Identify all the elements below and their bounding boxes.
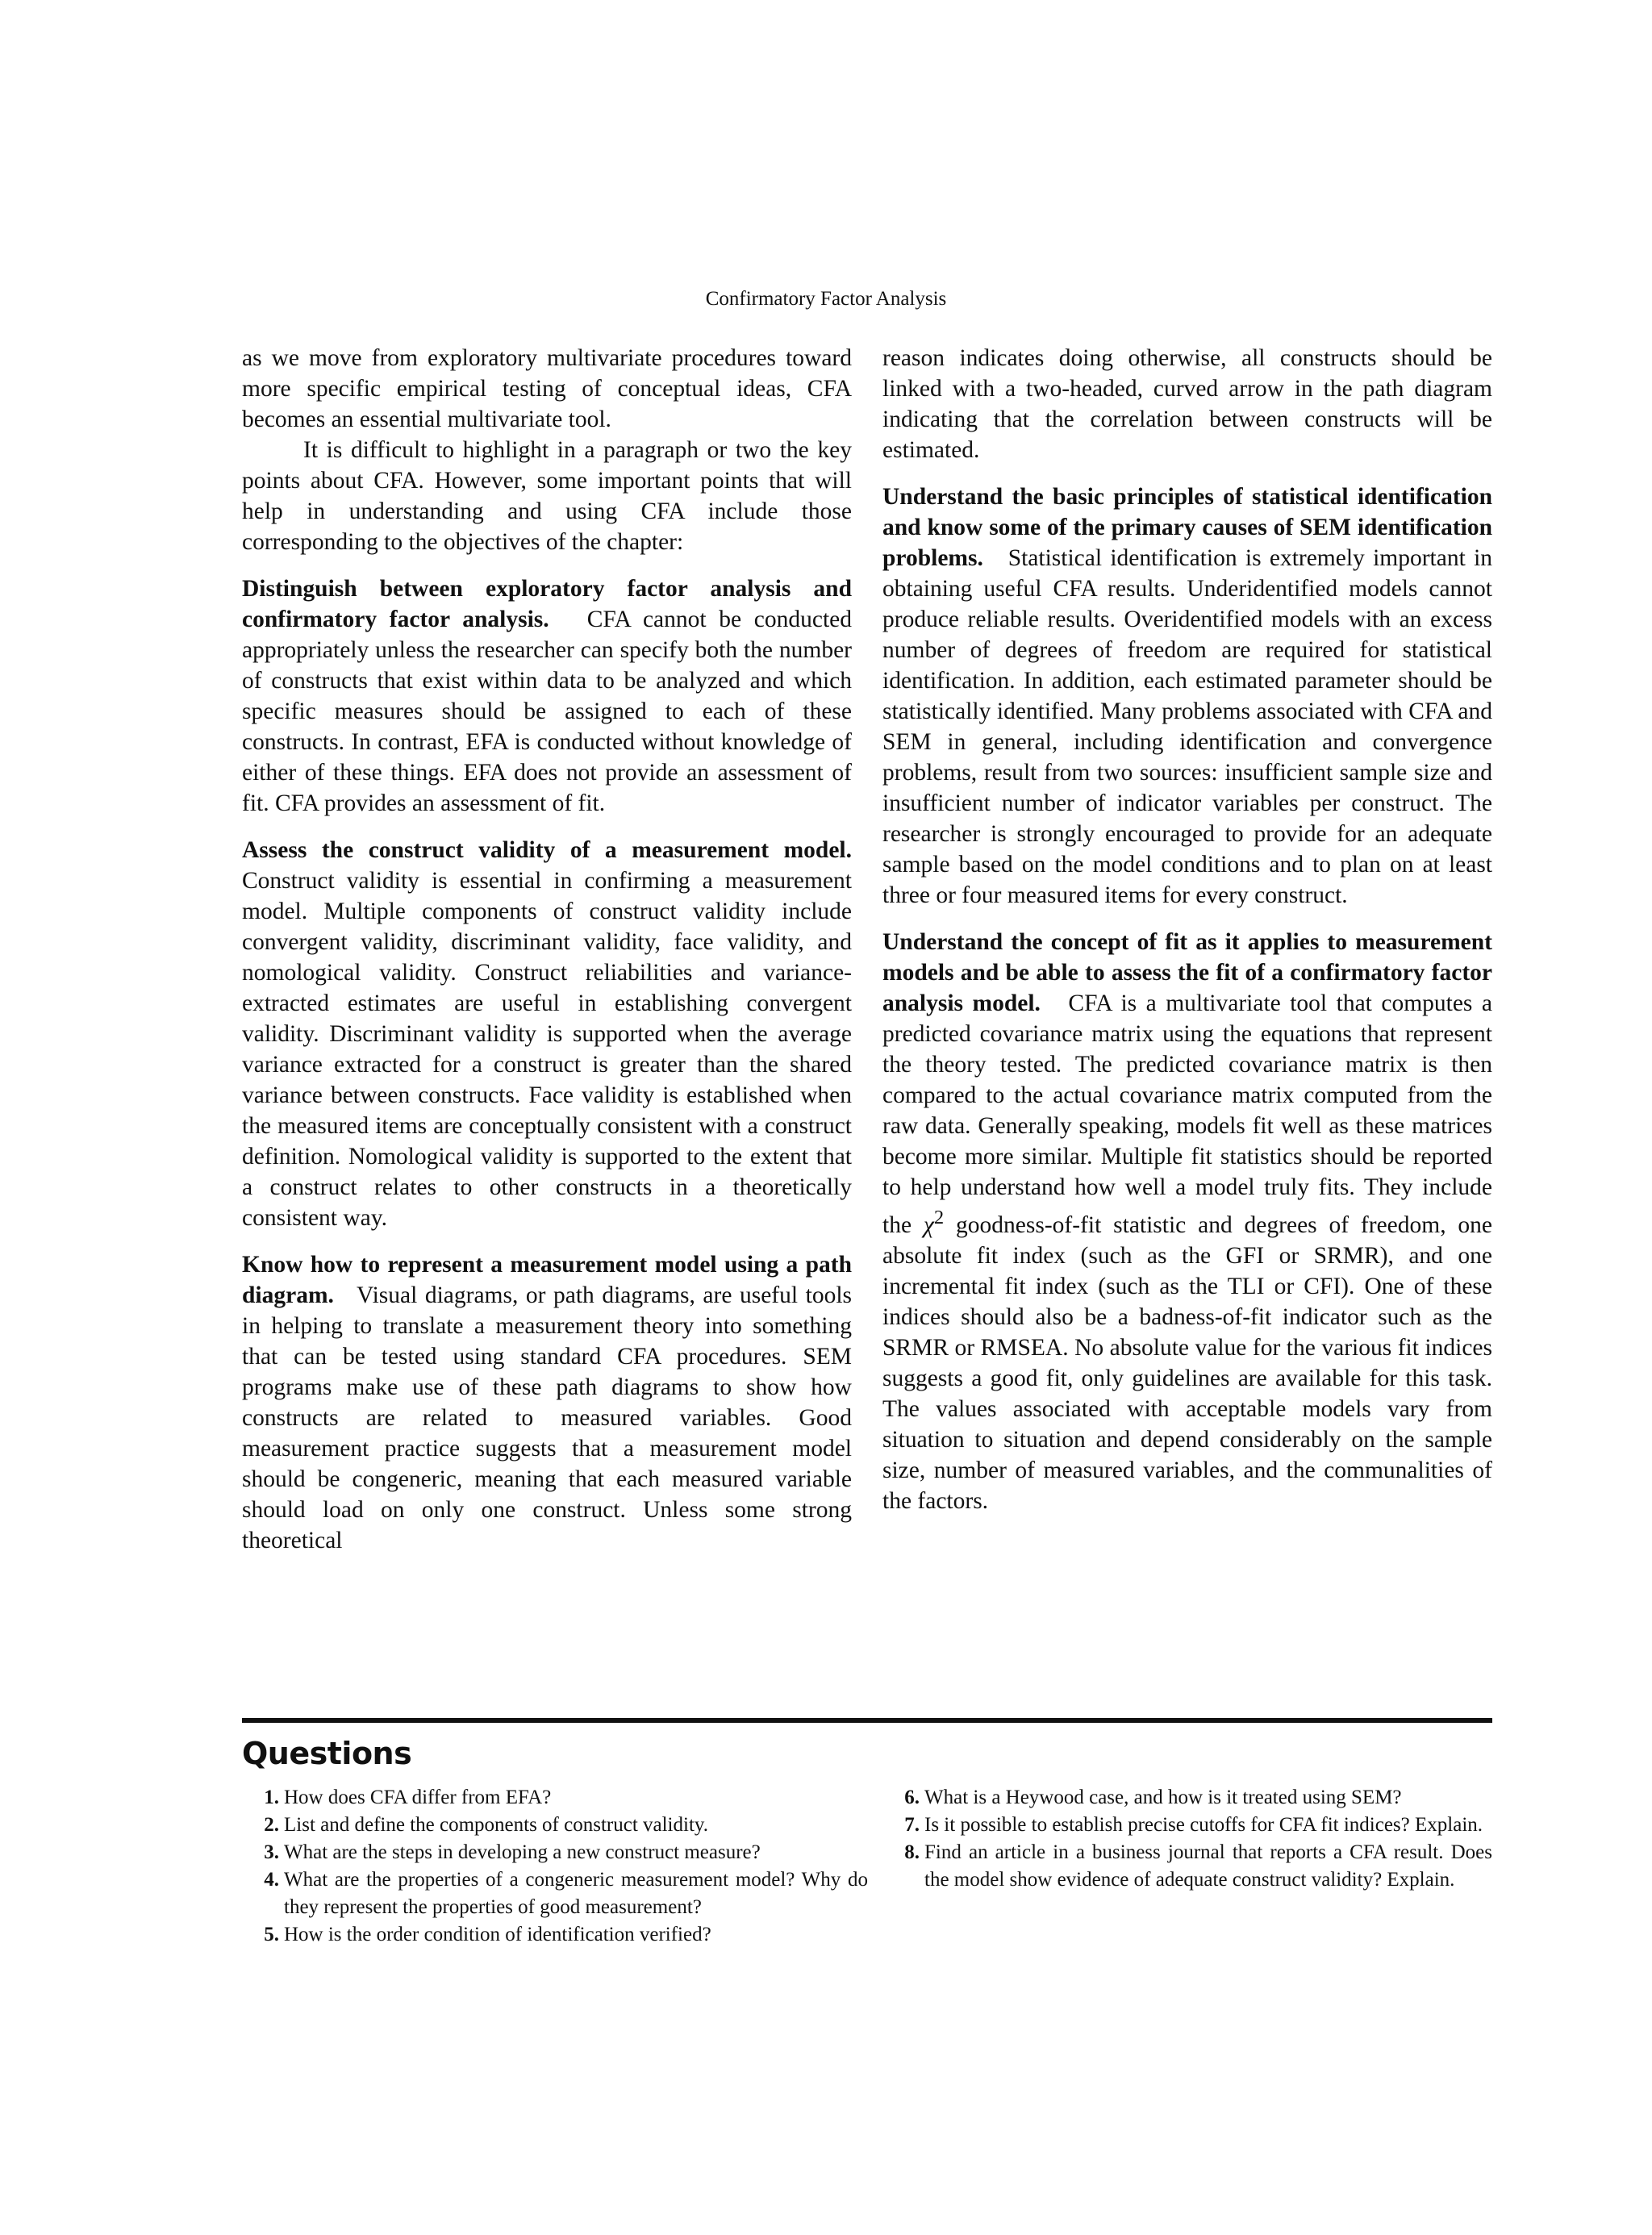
- summary-section: [242, 835, 852, 1233]
- question-number: 4 .: [247, 1866, 279, 1894]
- paragraph: as we move from exploratory multivariate procedures toward more specific empirical testing of conceptual ideas, CFA becomes an essential multivariate tool.: [242, 345, 852, 432]
- question-number: 1 .: [247, 1784, 279, 1812]
- section-body: Construct validity is essential in confirming a measurement model. Multiple components of construct validity include convergent validity, discriminant validity, face validity, and nomological validity. Construct reliabilities and variance-extracted estimates are useful in establishing convergent validity. Discriminant validity is supported when the average variance extracted for a construct is greater than the shared variance between constructs. Face validity is established when the measured items are conceptually consistent with a construct definition. Nomological validity is supported to the extent that a construct relates to other constructs in a theoretically consistent way.: [242, 868, 852, 1231]
- question-item: [247, 1839, 868, 1866]
- question-text: Find an article in a business journal that reports a CFA result. Does the model show evidence of adequate construct validity? Explain.: [924, 1841, 1492, 1891]
- question-item: [887, 1784, 1492, 1812]
- paragraph: reason indicates doing otherwise, all constructs should be linked with a two-headed, curved arrow in the path diagram indicating that the correlation between constructs will be estimated.: [882, 345, 1492, 463]
- section-body: Visual diagrams, or path diagrams, are useful tools in helping to translate a measurement theory into something that can be tested using standard CFA procedures. SEM programs make use of these path diagrams to show how constructs are related to measured variables. Good measurement practice suggests that a measurement model should be congeneric, meaning that each measured variable should load on only one construct. Unless some strong theoretical: [242, 1282, 852, 1553]
- section-heading: Assess the construct validity of a measurement model.: [242, 837, 852, 863]
- questions-list-right: [887, 1784, 1492, 1894]
- question-number: 6 .: [887, 1784, 920, 1812]
- section-divider: [242, 1718, 1492, 1723]
- summary-section: [242, 1249, 852, 1556]
- running-head: Confirmatory Factor Analysis: [705, 288, 947, 310]
- question-text: How does CFA differ from EFA?: [284, 1787, 552, 1808]
- questions-title: Questions: [242, 1736, 412, 1771]
- left-column: [242, 343, 852, 1556]
- chi-symbol: χ: [923, 1211, 934, 1238]
- question-item: [247, 1866, 868, 1921]
- section-heading: Distinguish between exploratory factor analysis and confirmatory factor analysis.: [242, 576, 852, 632]
- summary-section: [882, 482, 1492, 911]
- question-number: 5 .: [247, 1921, 279, 1949]
- question-number: 7 .: [887, 1812, 920, 1839]
- paragraph: It is difficult to highlight in a paragraph or two the key points about CFA. However, some important points that will help in understanding and using CFA include those corresponding to the objectives of the chapter:: [242, 437, 852, 555]
- section-heading: Understand the concept of fit as it applies to measurement models and be able to assess the fit of a confirmatory factor analysis model.: [882, 929, 1492, 1016]
- summary-section: [882, 927, 1492, 1516]
- question-item: [887, 1812, 1492, 1839]
- question-text: What are the properties of a congeneric measurement model? Why do they represent the properties of good measurement?: [284, 1869, 868, 1918]
- section-heading: Understand the basic principles of statistical identification and know some of the primary causes of SEM identification problems.: [882, 484, 1492, 571]
- question-number: 2 .: [247, 1812, 279, 1839]
- question-number: 8 .: [887, 1839, 920, 1866]
- question-text: What are the steps in developing a new construct measure?: [284, 1841, 761, 1863]
- section-body: CFA cannot be conducted appropriately unless the researcher can specify both the number of constructs that exist within data to be analyzed and which specific measures should be assigned to each of these constructs. In contrast, EFA is conducted without knowledge of either of these things. EFA does not provide an assessment of fit. CFA provides an assessment of fit.: [242, 607, 853, 816]
- superscript: 2: [933, 1207, 945, 1228]
- question-item: [247, 1784, 868, 1812]
- question-item: [887, 1839, 1492, 1894]
- question-number: 3 .: [247, 1839, 279, 1866]
- right-column: [882, 343, 1492, 1516]
- question-item: [247, 1812, 868, 1839]
- question-text: What is a Heywood case, and how is it treated using SEM?: [924, 1787, 1402, 1808]
- section-heading: Know how to represent a measurement model using a path diagram.: [242, 1252, 852, 1308]
- section-body: CFA is a multivariate tool that computes a predicted covariance matrix using the equations that represent the theory tested. The predicted covariance matrix is then compared to the actual covariance matrix computed from the raw data. Generally speaking, models fit well as these matrices become more similar. Multiple fit statistics should be reported to help understand how well a model truly fits. They include the: [882, 990, 1493, 1238]
- section-body: Statistical identification is extremely important in obtaining useful CFA results. Underidentified models cannot produce reliable results. Overidentified models with an excess number of degrees of freedom are required for statistical identification. In addition, each estimated parameter should be statistically identified. Many problems associated with CFA and SEM in general, including identification and convergence problems, result from two sources: insufficient sample size and insufficient number of indicator variables per construct. The researcher is strongly encouraged to provide for an adequate sample based on the model conditions and to plan on at least three or four measured items for every construct.: [882, 545, 1493, 908]
- section-body: goodness-of-fit statistic and degrees of freedom, one absolute fit index (such as the GFI or SRMR), and one incremental fit index (such as the TLI or CFI). One of these indices should also be a badness-of-fit indicator such as the SRMR or RMSEA. No absolute value for the various fit indices suggests a good fit, only guidelines are available for this task. The values associated with acceptable models vary from situation to situation and depend considerably on the sample size, number of measured variables, and the communalities of the factors.: [882, 1211, 1493, 1514]
- question-text: How is the order condition of identification verified?: [284, 1924, 711, 1945]
- question-text: List and define the components of construct validity.: [284, 1814, 709, 1836]
- questions-list-left: [247, 1784, 868, 1949]
- question-text: Is it possible to establish precise cutoffs for CFA fit indices? Explain.: [924, 1814, 1483, 1836]
- summary-section: [242, 573, 852, 819]
- question-item: [247, 1921, 868, 1949]
